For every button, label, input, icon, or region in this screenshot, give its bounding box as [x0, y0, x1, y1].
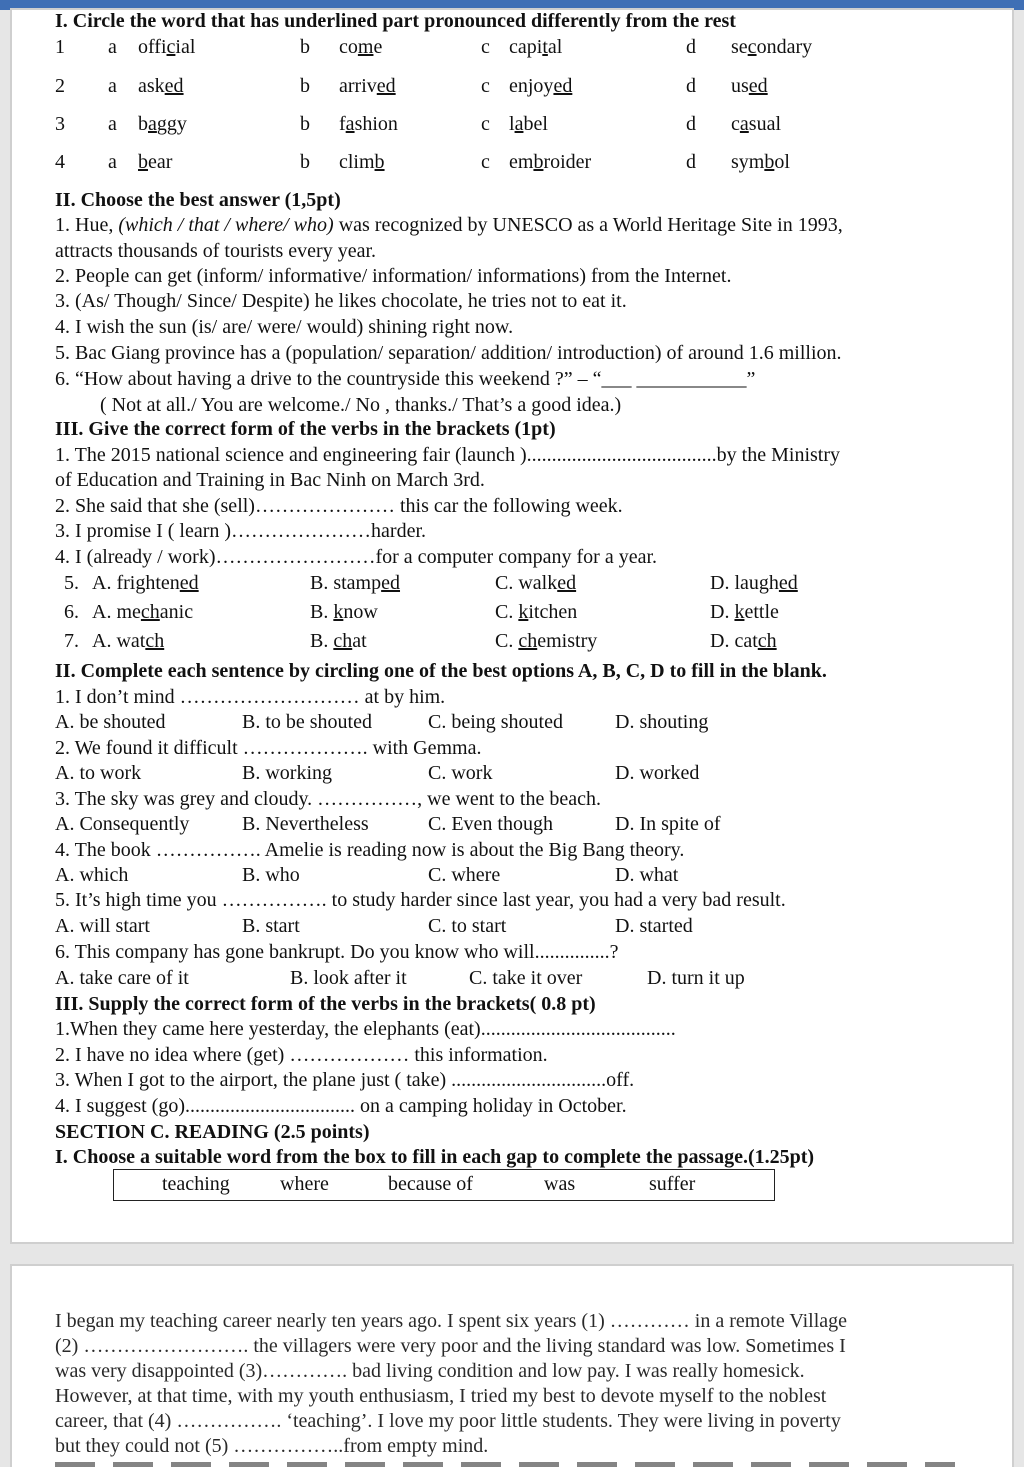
word-box-item: suffer	[649, 1173, 696, 1195]
q-text: 1. Hue,	[55, 214, 119, 236]
word-box-item: was	[544, 1173, 576, 1195]
option-letter: a	[108, 151, 117, 173]
mc-option: A. will start	[55, 915, 150, 937]
option-word: embroider	[509, 151, 592, 173]
option-word: C. chemistry	[495, 630, 598, 652]
section-5-title: III. Supply the correct form of the verbs in the brackets( 0.8 pt)	[55, 993, 596, 1015]
mc-option: B. to be shouted	[242, 711, 372, 733]
option-word: casual	[731, 113, 781, 135]
row-number: 4	[55, 151, 65, 173]
option-word: used	[731, 75, 768, 97]
reading-passage	[55, 1309, 970, 1459]
option-word: D. laughed	[710, 572, 798, 594]
row-number: 7.	[64, 630, 79, 652]
question-3-1: 1. The 2015 national science and engineering fair (launch )......................................by the Ministry	[55, 444, 840, 466]
option-word: fashion	[339, 113, 398, 135]
option-word: enjoyed	[509, 75, 573, 97]
section-4-title: II. Complete each sentence by circling one of the best options A, B, C, D to fill in the blank.	[55, 660, 827, 682]
question-2-1-cont: attracts thousands of tourists every year.	[55, 240, 377, 262]
option-word: secondary	[731, 36, 813, 58]
option-word: asked	[138, 75, 184, 97]
option-word: official	[138, 36, 196, 58]
section-2-title: II. Choose the best answer (1,5pt)	[55, 189, 341, 211]
reading-instructions: I. Choose a suitable word from the box to fill in each gap to complete the passage.(1.25pt)	[55, 1146, 815, 1168]
passage-line: but they could not (5) ……………..from empty mind.	[55, 1435, 489, 1457]
mc-option: B. who	[242, 864, 300, 886]
section-reading-title: SECTION C. READING (2.5 points)	[55, 1121, 370, 1143]
question-3-1-cont: of Education and Training in Bac Ninh on March 3rd.	[55, 469, 485, 491]
mc-option: A. to work	[55, 762, 142, 784]
option-letter: d	[686, 36, 696, 58]
mc-option: A. be shouted	[55, 711, 166, 733]
question-2-1	[55, 213, 843, 237]
mc-option: B. working	[242, 762, 332, 784]
passage-line: (2) ……………………. the villagers were very poor and the living standard was low. Sometimes I	[55, 1335, 846, 1357]
option-word: C. walked	[495, 572, 577, 594]
question-5-4: 4. I suggest (go).................................. on a camping holiday in October.	[55, 1095, 627, 1117]
mc-option: A. take care of it	[55, 967, 189, 989]
option-word: symbol	[731, 151, 790, 173]
word-box-item: where	[280, 1173, 329, 1195]
q-options: (which / that / where/ who)	[118, 214, 334, 236]
row-number: 2	[55, 75, 65, 97]
option-word: baggy	[138, 113, 187, 135]
option-letter: a	[108, 36, 117, 58]
mc-option: D. worked	[615, 762, 700, 784]
mc-option: C. being shouted	[428, 711, 563, 733]
row-number: 1	[55, 36, 65, 58]
word-box-item: because of	[388, 1173, 473, 1195]
option-word: capital	[509, 36, 563, 58]
passage-line: career, that (4) ……………. ‘teaching’. I love my poor little students. They were living in poverty	[55, 1410, 841, 1432]
cut-off-next-line	[55, 1462, 955, 1467]
row-number: 3	[55, 113, 65, 135]
option-word: A. mechanic	[92, 601, 194, 623]
mc-option: D. what	[615, 864, 679, 886]
row-number: 5.	[64, 572, 79, 594]
question-3-3: 3. I promise I ( learn )…………………harder.	[55, 520, 427, 542]
q-text: was recognized by UNESCO as a World Heritage Site in 1993,	[333, 214, 843, 236]
question-5-2: 2. I have no idea where (get) ……………… this information.	[55, 1044, 548, 1066]
option-word: bear	[138, 151, 173, 173]
mc-option: C. to start	[428, 915, 507, 937]
mc-option: D. shouting	[615, 711, 709, 733]
option-word: climb	[339, 151, 385, 173]
option-letter: c	[481, 36, 490, 58]
mc-question: 1. I don’t mind ……………………… at by him.	[55, 686, 446, 708]
mc-option: C. where	[428, 864, 501, 886]
mc-option: C. take it over	[469, 967, 583, 989]
mc-option: A. Consequently	[55, 813, 190, 835]
mc-option: D. turn it up	[647, 967, 745, 989]
option-letter: d	[686, 151, 696, 173]
question-2-4: 4. I wish the sun (is/ are/ were/ would) shining right now.	[55, 316, 514, 338]
option-word: C. kitchen	[495, 601, 578, 623]
question-2-6: 6. “How about having a drive to the countryside this weekend ?” – “___ ___________”	[55, 368, 756, 390]
option-letter: d	[686, 75, 696, 97]
option-word: B. chat	[310, 630, 367, 652]
mc-option: A. which	[55, 864, 129, 886]
option-word: A. frightened	[92, 572, 199, 594]
question-2-5: 5. Bac Giang province has a (population/ separation/ addition/ introduction) of around 1.6 million.	[55, 342, 842, 364]
mc-option: B. look after it	[290, 967, 407, 989]
passage-line: was very disappointed (3)…………. bad living condition and low pay. I was really homesick.	[55, 1360, 805, 1382]
option-word: label	[509, 113, 548, 135]
passage-line: However, at that time, with my youth enthusiasm, I tried my best to devote myself to the noblest	[55, 1385, 827, 1407]
mc-option: D. started	[615, 915, 693, 937]
word-box	[113, 1169, 775, 1201]
mc-question: 4. The book ……………. Amelie is reading now is about the Big Bang theory.	[55, 839, 685, 861]
mc-option: D. In spite of	[615, 813, 721, 835]
option-letter: c	[481, 113, 490, 135]
section-3-title: III. Give the correct form of the verbs in the brackets (1pt)	[55, 418, 556, 440]
row-number: 6.	[64, 601, 79, 623]
option-word: D. kettle	[710, 601, 779, 623]
option-letter: a	[108, 75, 117, 97]
question-3-2: 2. She said that she (sell)………………… this car the following week.	[55, 495, 623, 517]
option-letter: c	[481, 75, 490, 97]
option-letter: a	[108, 113, 117, 135]
option-letter: c	[481, 151, 490, 173]
question-5-1: 1.When they came here yesterday, the elephants (eat).......................................	[55, 1018, 676, 1040]
option-letter: b	[300, 113, 310, 135]
question-5-3: 3. When I got to the airport, the plane just ( take) ...............................off.	[55, 1069, 635, 1091]
mc-option: C. work	[428, 762, 493, 784]
option-word: B. stamped	[310, 572, 401, 594]
mc-question: 3. The sky was grey and cloudy. ……………, we went to the beach.	[55, 788, 601, 810]
option-letter: d	[686, 113, 696, 135]
question-2-2: 2. People can get (inform/ informative/ information/ informations) from the Internet.	[55, 265, 732, 287]
question-2-3: 3. (As/ Though/ Since/ Despite) he likes chocolate, he tries not to eat it.	[55, 290, 627, 312]
mc-option: B. Nevertheless	[242, 813, 369, 835]
option-letter: b	[300, 36, 310, 58]
mc-question: 6. This company has gone bankrupt. Do you know who will...............?	[55, 941, 619, 963]
mc-option: C. Even though	[428, 813, 553, 835]
option-word: come	[339, 36, 383, 58]
option-word: B. know	[310, 601, 378, 623]
question-2-6-options: ( Not at all./ You are welcome./ No , thanks./ That’s a good idea.)	[100, 394, 622, 416]
option-letter: b	[300, 75, 310, 97]
word-box-item: teaching	[162, 1173, 230, 1195]
option-letter: b	[300, 151, 310, 173]
option-word: arrived	[339, 75, 396, 97]
mc-option: B. start	[242, 915, 300, 937]
mc-question: 2. We found it difficult ………………. with Gemma.	[55, 737, 482, 759]
option-word: A. watch	[92, 630, 165, 652]
section-1-title: I. Circle the word that has underlined part pronounced differently from the rest	[55, 10, 736, 32]
question-3-4: 4. I (already / work)……………………for a computer company for a year.	[55, 546, 658, 568]
passage-line: I began my teaching career nearly ten years ago. I spent six years (1) ………… in a remote Village	[55, 1310, 848, 1332]
mc-question: 5. It’s high time you ……………. to study harder since last year, you had a very bad result.	[55, 889, 786, 911]
option-word: D. catch	[710, 630, 777, 652]
